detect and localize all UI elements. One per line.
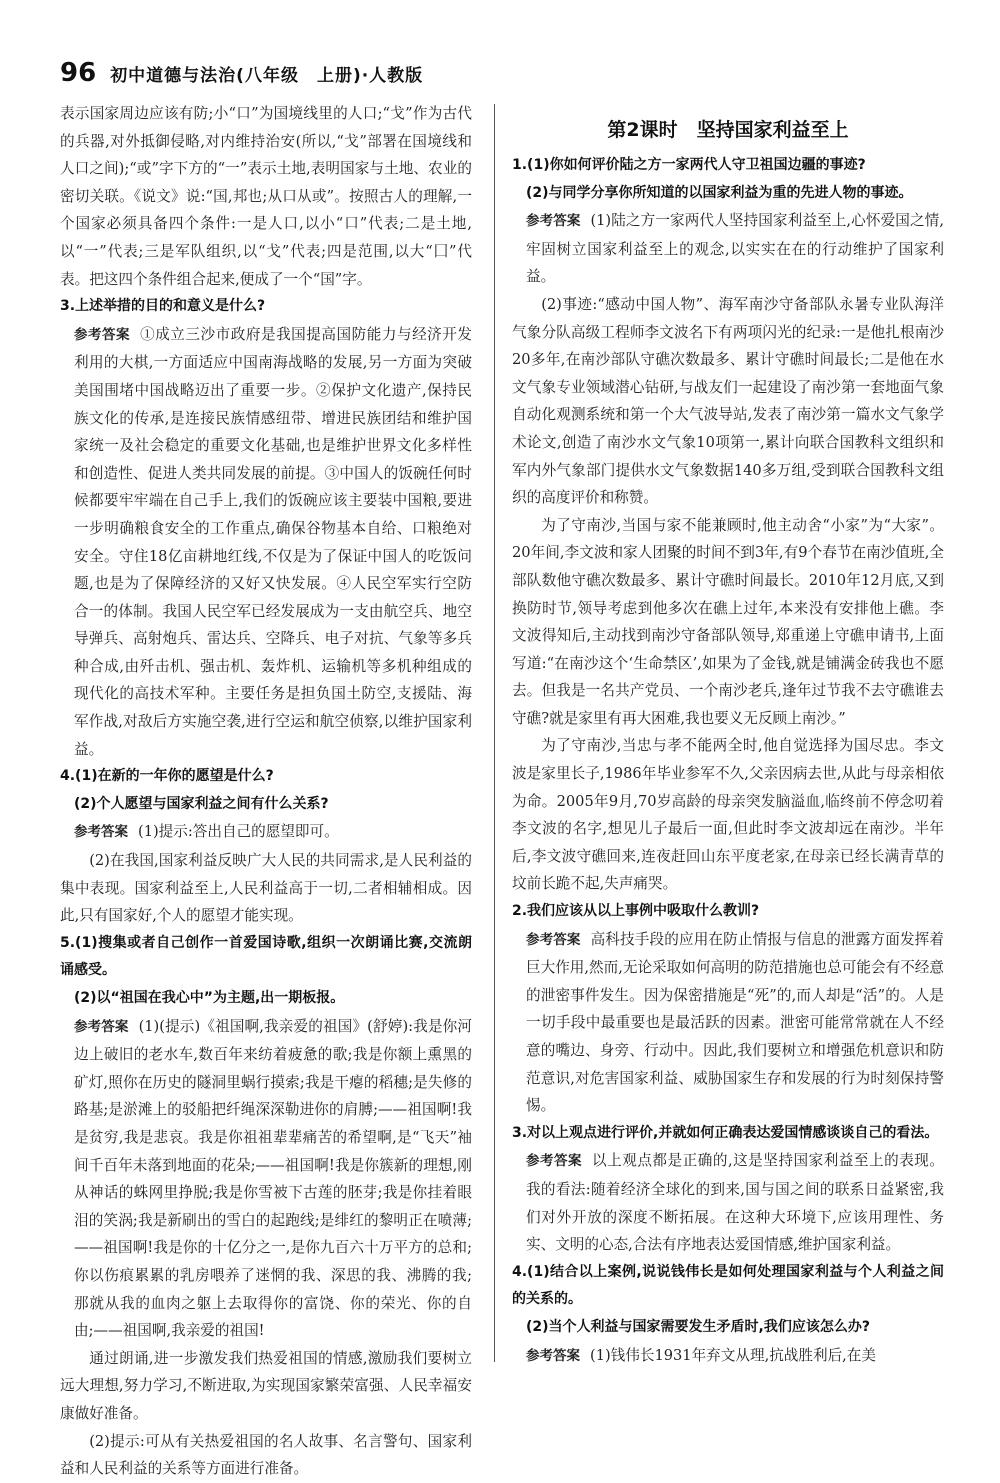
reference-answer-label: 参考答案 xyxy=(74,824,128,841)
reference-answer-label: 参考答案 xyxy=(526,213,581,230)
answer-3r xyxy=(512,1147,944,1258)
question-4-1: 4.(1)在新的一年你的愿望是什么? xyxy=(60,768,274,785)
answer-1-1-text: (1)陆之方一家两代人坚持国家利益至上,心怀爱国之情,牢固树立国家利益至上的观念,以实实在在的行动维护了国家利益。 xyxy=(526,212,945,286)
answer-1-4: 为了守南沙,当忠与孝不能两全时,他自觉选择为国尽忠。李文波是家里长子,1986年毕业参军不久,父亲因病去世,从此与母亲相依为命。2005年9月,70岁高龄的母亲突发脑溢血,临终前不停念叨着李文波的名字,想见儿子最后一面,但此时李文波却远在南沙。半年后,李文波守礁回来,连夜赶回山东平度老家,在母亲已经长满青草的坟前长跪不起,失声痛哭。 xyxy=(512,737,944,893)
question-4-2: (2)个人愿望与国家利益之间有什么关系? xyxy=(74,795,329,812)
question-5-1: 5.(1)搜集或者自己创作一首爱国诗歌,组织一次朗诵比赛,交流朗诵感受。 xyxy=(60,934,472,979)
page-header xyxy=(60,58,423,94)
question-1-1: 1.(1)你如何评价陆之方一家两代人守卫祖国边疆的事迹? xyxy=(512,157,866,173)
right-column xyxy=(512,110,944,1370)
question-5-2: (2)以“祖国在我心中”为主题,出一期板报。 xyxy=(74,990,345,1006)
answer-4r-1 xyxy=(512,1342,944,1371)
reference-answer-label: 参考答案 xyxy=(526,931,581,948)
question-2: 2.我们应该从以上事例中吸取什么教训? xyxy=(512,903,760,920)
page-number: 96 xyxy=(60,58,97,88)
reference-answer-label: 参考答案 xyxy=(74,1018,129,1035)
intro-paragraph: 表示国家周边应该有防;小“口”为国境线里的人口;“戈”作为古代的兵器,对外抵御侵略,对内维持治安(所以,“戈”部署在国境线和人口之间);“或”字下方的“一”表示土地,表明国家与土地、农业的密切关联。《说文》说:“国,邦也;从口从或”。按照古人的理解,一个国家必须具备四个条件:一是人口,以小“口”代表;二是土地,以“一”代表;三是军队组织,以“戈”代表;四是范围,以大“囗”代表。把这四个条件组合起来,便成了一个“国”字。 xyxy=(60,105,472,288)
answer-1-1 xyxy=(512,207,944,291)
reference-answer-label: 参考答案 xyxy=(526,1347,580,1364)
answer-4-2: (2)在我国,国家利益反映广大人民的共同需求,是人民利益的集中表现。国家利益至上,人民利益高于一切,二者相辅相成。因此,只有国家好,个人的愿望才能实现。 xyxy=(60,852,472,925)
answer-2-text: 高科技手段的应用在防止情报与信息的泄露方面发挥着巨大作用,然而,无论采取如何高明的防范措施也总可能会有不经意的泄密事件发生。因为保密措施是“死”的,而人却是“活”的。人是一切手段中最重要也是最活跃的因素。泄密可能常常就在人不经意的嘴边、身旁、行动中。因此,我们要树立和增强危机意识和防范意识,对危害国家利益、威胁国家生存和发展的行为时刻保持警惕。 xyxy=(526,930,944,1115)
answer-4-1-text: (1)提示:答出自己的愿望即可。 xyxy=(138,823,339,841)
reference-answer-label: 参考答案 xyxy=(74,326,131,343)
question-4r-1: 4.(1)结合以上案例,说说钱伟长是如何处理国家利益与个人利益之间的关系的。 xyxy=(512,1263,944,1308)
answer-3 xyxy=(60,321,472,764)
answer-2 xyxy=(512,926,944,1120)
column-divider xyxy=(494,104,495,1362)
lesson-title: 第2课时 坚持国家利益至上 xyxy=(607,119,849,141)
answer-5-1-text: (1)(提示)《祖国啊,我亲爱的祖国》(舒婷):我是你河边上破旧的老水车,数百年来纺着疲惫的歌;我是你额上熏黑的矿灯,照你在历史的隧洞里蜗行摸索;我是干瘪的稻穗;是失修的路基;是淤滩上的驳船把纤绳深深勒进你的肩膊;——祖国啊!我是贫穷,我是悲哀。我是你祖祖辈辈痛苦的希望啊,是“飞天”袖间千百年未落到地面的花朵;——祖国啊!我是你簇新的理想,刚从神话的蛛网里挣脱;我是你雪被下古莲的胚芽;我是你挂着眼泪的笑涡;我是新刷出的雪白的起跑线;是绯红的黎明正在喷薄;——祖国啊!我是你的十亿分之一,是你九百六十万平方的总和;你以伤痕累累的乳房喂养了迷惘的我、深思的我、沸腾的我;那就从我的血肉之躯上去取得你的富饶、你的荣光、你的自由;——祖国啊,我亲爱的祖国! xyxy=(74,1017,473,1340)
left-column xyxy=(60,100,472,1483)
answer-3r-text: 以上观点都是正确的,这是坚持国家利益至上的表现。我的看法:随着经济全球化的到来,国与国之间的联系日益紧密,我们对外开放的深度不断拓展。在这种大环境下,应该用理性、务实、文明的心态,合法有序地表达爱国情感,维护国家利益。 xyxy=(526,1152,944,1254)
answer-5-1b: 通过朗诵,进一步激发我们热爱祖国的情感,激励我们要树立远大理想,努力学习,不断进取,为实现国家繁荣富强、人民幸福安康做好准备。 xyxy=(60,1349,472,1422)
answer-5-1 xyxy=(60,1013,472,1345)
answer-5-2: (2)提示:可从有关热爱祖国的名人故事、名言警句、国家利益和人民利益的关系等方面进行准备。 xyxy=(60,1432,472,1478)
answer-3-text: ①成立三沙市政府是我国提高国防能力与经济开发利用的大棋,一方面适应中国南海战略的发展,另一方面为突破美国围堵中国战略迈出了重要一步。②保护文化遗产,保持民族文化的传承,是连接民族情感纽带、增进民族团结和维护国家统一及社会稳定的重要文化基础,也是维护世界文化多样性和创造性、促进人类共同发展的前提。③中国人的饭碗任何时候都要牢牢端在自己手上,我们的饭碗应该主要装中国粮,要进一步明确粮食安全的工作重点,确保谷物基本自给、口粮绝对安全。守住18亿亩耕地红线,不仅是为了保证中国人的吃饭问题,也是为了保障经济的又好又快发展。④人民空军实行空防合一的体制。我国人民空军已经发展成为一支由航空兵、地空导弹兵、高射炮兵、雷达兵、空降兵、电子对抗、气象等多兵种合成,由歼击机、强击机、轰炸机、运输机等多机种组成的现代化的高技术军种。主要任务是担负国土防空,支援陆、海军作战,对敌后方实施空袭,进行空运和航空侦察,以维护国家利益。 xyxy=(74,325,472,758)
answer-1-3: 为了守南沙,当国与家不能兼顾时,他主动舍“小家”为“大家”。20年间,李文波和家人团聚的时间不到3年,有9个春节在南沙值班,全部队数他守礁次数最多、累计守礁时间最长。2010年12月底,又到换防时节,领导考虑到他多次在礁上过年,本来没有安排他上礁。李文波得知后,主动找到南沙守备部队领导,郑重递上守礁申请书,上面写道:“在南沙这个‘生命禁区’,如果为了金钱,就是铺满金砖我也不愿去。但我是一名共产党员、一个南沙老兵,逢年过节我不去守礁谁去守礁?就是家里有再大困难,我也要义无反顾上南沙。” xyxy=(512,516,944,727)
question-1-2: (2)与同学分享你所知道的以国家利益为重的先进人物的事迹。 xyxy=(526,184,913,201)
question-4r-2: (2)当个人利益与国家需要发生矛盾时,我们应该怎么办? xyxy=(526,1318,870,1335)
reference-answer-label: 参考答案 xyxy=(526,1153,583,1170)
question-3r: 3.对以上观点进行评价,并就如何正确表达爱国情感谈谈自己的看法。 xyxy=(512,1124,939,1141)
book-title: 初中道德与法治(八年级 上册)·人教版 xyxy=(110,66,424,86)
answer-4r-1-text: (1)钱伟长1931年弃文从理,抗战胜利后,在美 xyxy=(590,1346,876,1364)
answer-1-2: (2)事迹:“感动中国人物”、海军南沙守备部队永暑专业队海洋气象分队高级工程师李文波名下有两项闪光的纪录:一是他扎根南沙20多年,在南沙部队守礁次数最多、累计守礁时间最长;二是他在水文气象专业领域潜心钻研,与战友们一起建设了南沙第一套地面气象自动化观测系统和第一个大气波导站,发表了南沙第一篇水文气象学术论文,创造了南沙水文气象10项第一,累计向联合国教科文组织和军内外气象部门提供水文气象数据140多万组,受到联合国教科文组织的高度评价和称赞。 xyxy=(512,295,944,507)
question-3: 3.上述举措的目的和意义是什么? xyxy=(60,298,266,315)
answer-4-1 xyxy=(60,818,472,847)
